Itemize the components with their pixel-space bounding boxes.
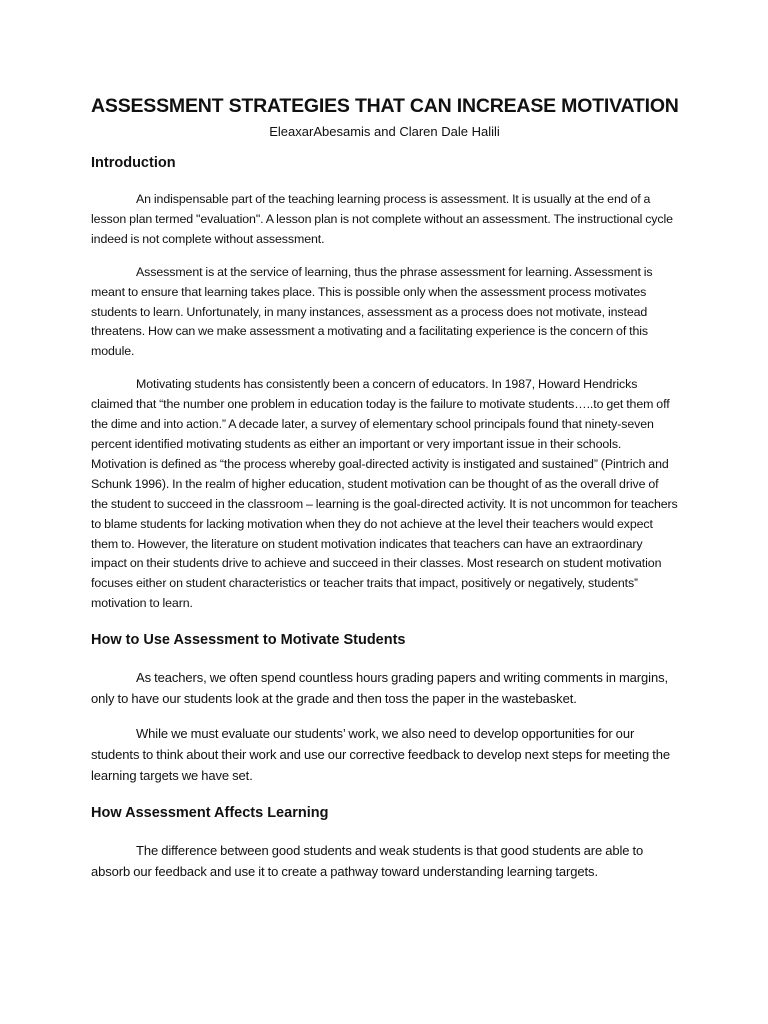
paragraph-intro-2: Assessment is at the service of learning, thus the phrase assessment for learning. Assessment is meant to ensure that learning takes place. This is possible only when the assessment process motivates students to learn. Unfortunately, in many instances, assessment as a process does not motivate, instead threatens. How can we make assessment a motivating and a facilitating experience is the concern of this module. [91,264,653,359]
section-heading-how-to-use: How to Use Assessment to Motivate Students [91,632,406,649]
section-heading-introduction: Introduction [91,155,176,171]
paragraph-how-to-use-1: As teachers, we often spend countless hours grading papers and writing comments in margins, only to have our students look at the grade and then toss the paper in the wastebasket. [91,670,668,707]
paragraph-affects-learning-1: The difference between good students and weak students is that good students are able to absorb our feedback and use it to create a pathway toward understanding learning targets. [91,842,644,879]
paragraph-how-to-use-2: While we must evaluate our students’ work, we also need to develop opportunities for our students to think about their work and use our corrective feedback to develop next steps for meeting the learning targets we have set. [91,725,670,784]
document-title: ASSESSMENT STRATEGIES THAT CAN INCREASE MOTIVATION [91,95,679,117]
document-authors: EleaxarAbesamis and Claren Dale Halili [269,124,500,139]
paragraph-intro-1: An indispensable part of the teaching learning process is assessment. It is usually at the end of a lesson plan termed "evaluation". A lesson plan is not complete without an assessment. The instructional cycle indeed is not complete without assessment. [91,192,673,246]
paragraph-intro-3: Motivating students has consistently been a concern of educators. In 1987, Howard Hendricks claimed that “the number one problem in education today is the failure to motivate students…..to get them off the dime and into action.” A decade later, a survey of elementary school principals found that ninety-seven percent identified motivating students as either an important or very important issue in their schools. Motivation is defined as “the process whereby goal-directed activity is instigated and sustained” (Pintrich and Schunk 1996). In the realm of higher education, student motivation can be thought of as the overall drive of the student to succeed in the classroom – learning is the goal-directed activity. It is not uncommon for teachers to blame students for lacking motivation when they do not achieve at the level their teachers would expect them to. However, the literature on student motivation indicates that teachers can have an extraordinary impact on their students drive to achieve and succeed in their classes. Most research on student motivation focuses either on student characteristics or teacher traits that impact, positively or negatively, students‟ motivation to learn. [91,377,678,611]
section-heading-affects-learning: How Assessment Affects Learning [91,804,329,821]
